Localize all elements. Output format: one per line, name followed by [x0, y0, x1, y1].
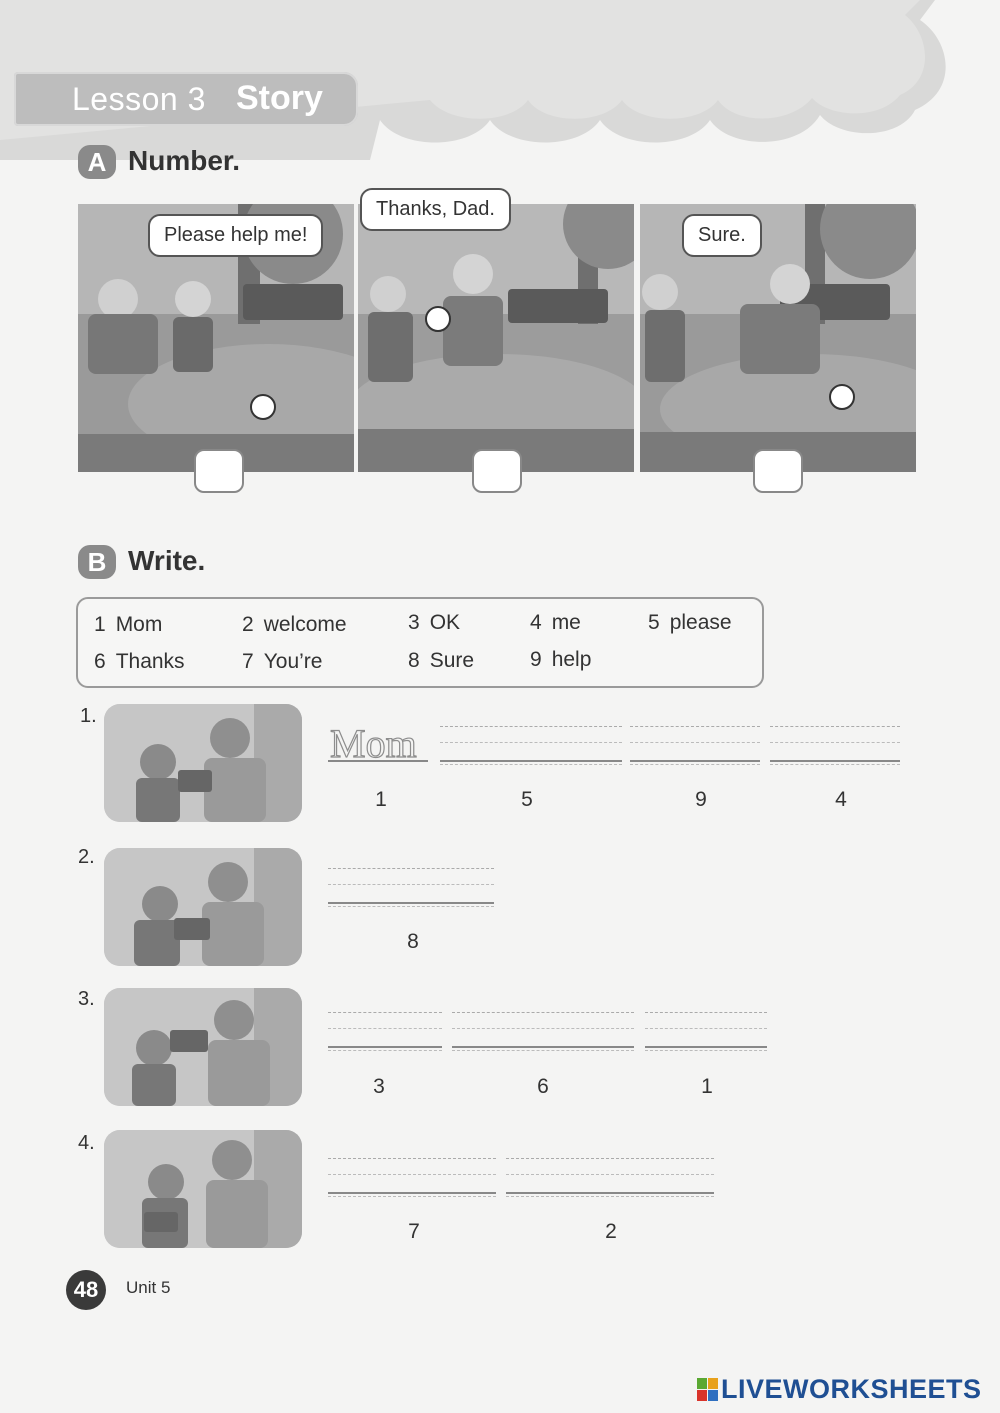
exercise-2-label: 2. [78, 846, 95, 868]
lesson-title: Story [236, 79, 323, 117]
word-bank-item: 8 Sure [408, 649, 475, 672]
speech-bubble-1: Please help me! [148, 214, 323, 257]
answer-line-3-2[interactable] [452, 1010, 634, 1050]
word-bank-item: 5 please [648, 611, 732, 634]
word-bank-item: 6 Thanks [94, 650, 185, 673]
hint-number: 1 [701, 1075, 713, 1098]
unit-label: Unit 5 [126, 1278, 171, 1297]
lesson-label: Lesson 3 [72, 81, 206, 117]
liveworksheets-brand: LIVEWORKSHEETS [721, 1374, 982, 1404]
liveworksheets-logo [697, 1374, 993, 1406]
park-scene-illustration [358, 204, 634, 472]
section-b-badge: B [78, 545, 116, 579]
liveworksheets-badge-icon [697, 1378, 719, 1402]
panel-1-number-box[interactable] [194, 449, 244, 493]
answer-line-4-2[interactable] [506, 1156, 714, 1196]
answer-line-4-1[interactable] [328, 1156, 496, 1196]
word-bank-item: 3 OK [408, 611, 461, 634]
hint-number: 8 [407, 930, 419, 953]
lesson-header-tab [14, 72, 358, 126]
word-bank-item: 2 welcome [242, 613, 347, 636]
hint-number: 4 [835, 788, 847, 811]
answer-line-3-1[interactable] [328, 1010, 442, 1050]
answer-line-1-4[interactable] [770, 724, 900, 764]
section-a-title: Number. [128, 145, 241, 176]
panel-2-number-box[interactable] [472, 449, 522, 493]
comic-panel-2 [358, 198, 634, 472]
speech-bubble-3: Sure. [682, 214, 762, 257]
exercise-2-photo [104, 848, 302, 966]
hint-number: 1 [375, 788, 387, 811]
exercise-1-photo [104, 704, 302, 822]
hint-number: 6 [537, 1075, 549, 1098]
panel-3-number-box[interactable] [753, 449, 803, 493]
page-number: 48 [66, 1270, 106, 1310]
word-bank-item: 1 Mom [94, 613, 163, 636]
exercise-4-photo [104, 1130, 302, 1248]
word-bank [76, 597, 764, 688]
exercise-3-photo [104, 988, 302, 1106]
section-b-title: Write. [128, 545, 206, 576]
hint-number: 7 [408, 1220, 420, 1243]
exercise-3-label: 3. [78, 988, 95, 1010]
hint-number: 3 [373, 1075, 385, 1098]
traced-example-word: Mom [330, 721, 417, 766]
hint-number: 5 [521, 788, 533, 811]
word-bank-item: 4 me [530, 611, 581, 634]
speech-bubble-2: Thanks, Dad. [360, 188, 511, 231]
section-a-badge: A [78, 145, 116, 179]
answer-line-1-3[interactable] [630, 724, 760, 764]
exercise-1-label: 1. [80, 705, 97, 727]
comic-panel-1 [78, 204, 354, 472]
answer-line-1-1 [328, 724, 428, 764]
hint-number: 2 [605, 1220, 617, 1243]
answer-line-3-3[interactable] [645, 1010, 767, 1050]
hint-number: 9 [695, 788, 707, 811]
word-bank-item: 7 You’re [242, 650, 323, 673]
answer-line-1-2[interactable] [440, 724, 622, 764]
comic-panel-3 [640, 204, 916, 472]
answer-line-2-1[interactable] [328, 866, 494, 906]
word-bank-item: 9 help [530, 648, 592, 671]
exercise-4-label: 4. [78, 1132, 95, 1154]
